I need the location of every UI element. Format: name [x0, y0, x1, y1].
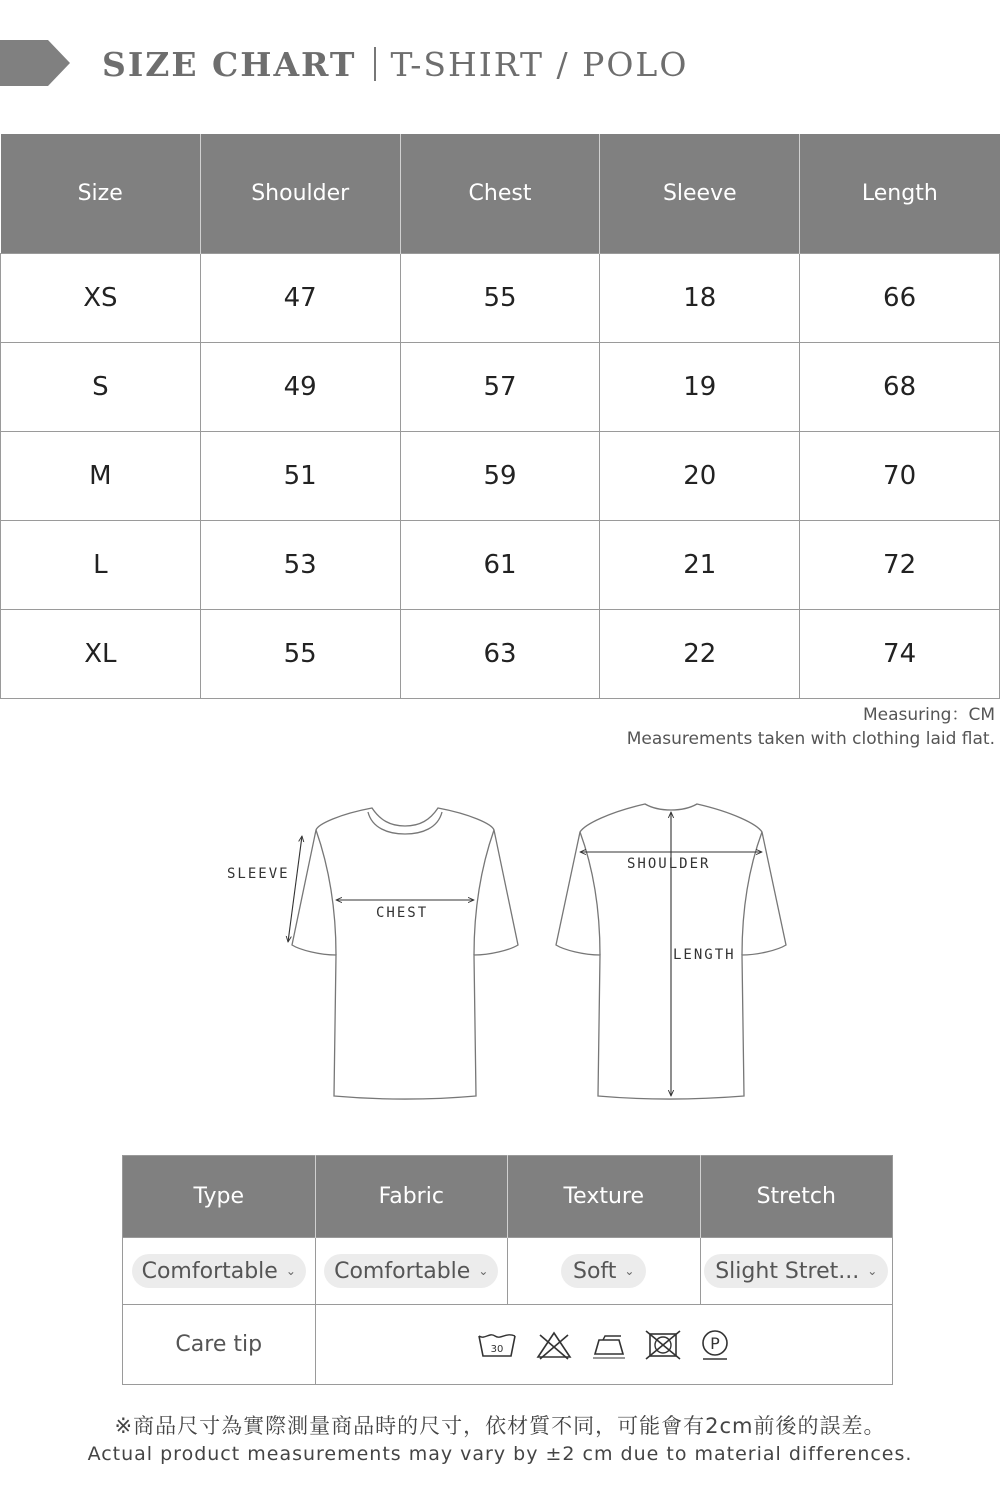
front-tshirt-outline [292, 808, 518, 1099]
texture-cell [508, 1238, 701, 1305]
table-cell: 21 [600, 521, 800, 610]
length-label: LENGTH [673, 947, 736, 963]
title-sub: T-SHIRT / POLO [390, 44, 689, 84]
table-cell: L [1, 521, 201, 610]
table-cell: 66 [800, 254, 1000, 343]
table-cell: 51 [200, 432, 400, 521]
table-row [1, 610, 1000, 699]
table-row [1, 432, 1000, 521]
sleeve-measure-line [288, 836, 302, 942]
disclaimer-zh: ※商品尺寸為實際測量商品時的尺寸，依材質不同，可能會有2cm前後的誤差。 [114, 1414, 886, 1438]
table-cell: 55 [400, 254, 600, 343]
col-header-fabric: Fabric [315, 1156, 508, 1238]
col-header-stretch: Stretch [700, 1156, 893, 1238]
chevron-down-icon: ⌄ [624, 1264, 635, 1278]
chevron-down-icon: ⌄ [285, 1264, 296, 1278]
table-cell: 49 [200, 343, 400, 432]
spec-values-row [123, 1238, 893, 1305]
table-cell: 55 [200, 610, 400, 699]
wash-30-icon [477, 1330, 517, 1360]
size-table-header-row [1, 134, 1000, 254]
type-cell [123, 1238, 316, 1305]
col-header-texture: Texture [508, 1156, 701, 1238]
table-cell: 61 [400, 521, 600, 610]
table-cell: 72 [800, 521, 1000, 610]
col-header-chest: Chest [400, 134, 600, 254]
table-row [1, 343, 1000, 432]
table-cell: 22 [600, 610, 800, 699]
table-cell: 19 [600, 343, 800, 432]
table-cell: 18 [600, 254, 800, 343]
table-cell: 59 [400, 432, 600, 521]
chest-label: CHEST [376, 905, 429, 921]
col-header-sleeve: Sleeve [600, 134, 800, 254]
table-cell: XS [1, 254, 201, 343]
care-icons-cell [315, 1305, 893, 1385]
table-cell: 47 [200, 254, 400, 343]
care-icons [317, 1329, 892, 1361]
care-tip-row [123, 1305, 893, 1385]
col-header-shoulder: Shoulder [200, 134, 400, 254]
table-cell: M [1, 432, 201, 521]
stretch-value: Slight Stret... [715, 1258, 860, 1284]
table-cell: 74 [800, 610, 1000, 699]
table-cell: 57 [400, 343, 600, 432]
type-value: Comfortable [141, 1258, 278, 1284]
svg-text:30: 30 [490, 1343, 504, 1355]
stretch-cell [700, 1238, 893, 1305]
care-tip-label: Care tip [123, 1305, 316, 1385]
chevron-down-icon: ⌄ [867, 1264, 878, 1278]
fabric-dropdown[interactable] [324, 1254, 498, 1288]
title-divider [374, 47, 376, 81]
chevron-down-icon: ⌄ [478, 1264, 489, 1278]
col-header-length: Length [800, 134, 1000, 254]
fabric-value: Comfortable [334, 1258, 471, 1284]
header-arrow-tab [0, 40, 70, 86]
page-title [102, 42, 688, 86]
disclaimer-en: Actual product measurements may vary by ±2 cm due to material differences. [87, 1443, 913, 1465]
dry-clean-p-icon [699, 1329, 731, 1361]
svg-text:P: P [709, 1333, 720, 1353]
shoulder-label: SHOULDER [627, 856, 711, 872]
table-cell: 63 [400, 610, 600, 699]
measuring-method-note: Measurements taken with clothing laid flat. [626, 729, 995, 749]
stretch-dropdown[interactable] [704, 1254, 888, 1288]
texture-dropdown[interactable] [561, 1254, 646, 1288]
garment-measurement-diagram [0, 790, 1000, 1120]
no-tumble-dry-icon [645, 1330, 681, 1360]
table-cell: S [1, 343, 201, 432]
col-header-size: Size [1, 134, 201, 254]
table-cell: 68 [800, 343, 1000, 432]
col-header-type: Type [123, 1156, 316, 1238]
iron-icon [591, 1330, 627, 1360]
title-main: SIZE CHART [102, 44, 357, 84]
table-row [1, 521, 1000, 610]
fabric-spec-table [122, 1155, 893, 1385]
sleeve-label: SLEEVE [227, 866, 290, 882]
table-cell: XL [1, 610, 201, 699]
spec-header-row [123, 1156, 893, 1238]
type-dropdown[interactable] [132, 1254, 306, 1288]
table-cell: 53 [200, 521, 400, 610]
tshirt-diagram-svg [0, 790, 1000, 1120]
measuring-unit-note: Measuring：CM [863, 705, 995, 725]
table-row [1, 254, 1000, 343]
table-cell: 20 [600, 432, 800, 521]
table-cell: 70 [800, 432, 1000, 521]
no-bleach-icon [535, 1330, 573, 1360]
texture-value: Soft [573, 1258, 617, 1284]
size-chart-table [0, 134, 1000, 699]
fabric-cell [315, 1238, 508, 1305]
